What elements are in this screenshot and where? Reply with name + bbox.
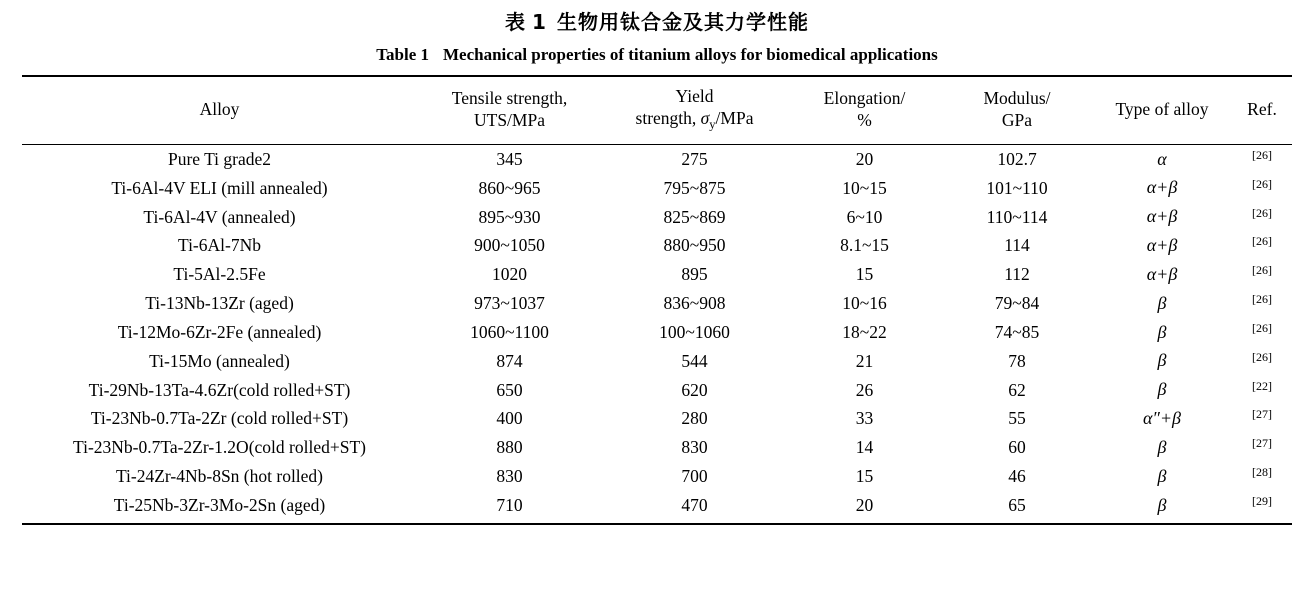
cell-ref — [1232, 318, 1292, 347]
cell-alloy: Ti-6Al-4V ELI (mill annealed) — [111, 177, 328, 198]
cell-modulus: 114 — [1004, 235, 1030, 256]
caption-chinese-title: 生物用钛合金及其力学性能 — [556, 10, 809, 34]
cell-ref — [1232, 491, 1292, 524]
cell-alloy: Ti-15Mo (annealed) — [149, 350, 290, 371]
reference-superscript: [26] — [1252, 292, 1272, 307]
cell-yield-strength: 544 — [681, 350, 708, 371]
table-row — [22, 404, 1292, 433]
table-row — [22, 260, 1292, 289]
caption-english — [22, 45, 1292, 65]
cell-type-of-alloy: β — [1092, 491, 1232, 524]
cell-modulus: 79~84 — [994, 293, 1040, 314]
cell-tensile-strength: 400 — [496, 408, 523, 429]
cell-tensile-strength: 710 — [417, 491, 602, 524]
cell-modulus: 112 — [1004, 264, 1030, 285]
column-header-modulus — [942, 76, 1092, 145]
cell-yield-strength: 100~1060 — [659, 321, 730, 342]
cell-alloy: Ti-23Nb-0.7Ta-2Zr (cold rolled+ST) — [90, 408, 349, 429]
cell-alloy: Ti-24Zr-4Nb-8Sn (hot rolled) — [115, 466, 324, 487]
cell-tensile-strength: 345 — [496, 148, 523, 169]
table-row — [22, 203, 1292, 232]
cell-modulus: 46 — [1008, 466, 1026, 487]
cell-yield-strength: 275 — [681, 148, 708, 169]
table-row — [22, 231, 1292, 260]
cell-type-of-alloy: β — [1157, 292, 1167, 313]
cell-elongation: 18~22 — [842, 321, 887, 342]
cell-elongation: 15 — [855, 264, 874, 285]
cell-elongation: 20 — [855, 148, 874, 169]
table-header — [22, 76, 1292, 145]
cell-tensile-strength: 880 — [496, 437, 523, 458]
cell-elongation: 33 — [855, 408, 874, 429]
reference-superscript: [26] — [1252, 320, 1272, 335]
cell-elongation: 6~10 — [846, 206, 883, 227]
reference-superscript: [26] — [1252, 349, 1272, 364]
cell-elongation: 10~15 — [842, 177, 887, 198]
caption-english-title: Mechanical properties of titanium alloys for biomedical applications — [443, 45, 938, 64]
column-header-tensile-line1: Tensile strength, — [451, 87, 568, 108]
cell-type-of-alloy: α+β — [1146, 206, 1178, 227]
cell-type-of-alloy: β — [1157, 350, 1167, 371]
cell-type-of-alloy: β — [1157, 321, 1167, 342]
table-row — [22, 491, 1292, 524]
cell-elongation: 8.1~15 — [840, 235, 889, 256]
cell-tensile-strength: 900~1050 — [474, 235, 545, 256]
cell-ref — [1232, 174, 1292, 203]
caption-chinese — [22, 6, 1292, 35]
cell-modulus: 65 — [942, 491, 1092, 524]
cell-alloy: Ti-23Nb-0.7Ta-2Zr-1.2O(cold rolled+ST) — [73, 437, 366, 458]
table-row — [22, 376, 1292, 405]
cell-elongation: 15 — [855, 466, 874, 487]
cell-ref — [1232, 376, 1292, 405]
caption-chinese-number: 1 — [532, 10, 547, 34]
cell-alloy: Ti-25Nb-3Zr-3Mo-2Sn (aged) — [22, 491, 417, 524]
cell-elongation: 26 — [855, 379, 874, 400]
caption-chinese-label: 表 — [505, 10, 527, 34]
yield-suffix: /MPa — [715, 107, 754, 128]
cell-alloy: Ti-29Nb-13Ta-4.6Zr(cold rolled+ST) — [88, 379, 351, 400]
cell-type-of-alloy: α — [1157, 148, 1167, 169]
cell-alloy: Ti-13Nb-13Zr (aged) — [145, 293, 294, 314]
cell-modulus: 102.7 — [997, 148, 1037, 169]
reference-superscript: [22] — [1252, 378, 1272, 393]
cell-ref — [1232, 433, 1292, 462]
column-header-elongation-line1: Elongation/ — [823, 87, 906, 108]
cell-modulus: 78 — [1008, 350, 1026, 371]
column-header-tensile-strength — [417, 76, 602, 145]
cell-ref — [1232, 145, 1292, 174]
column-header-ref: Ref. — [1232, 76, 1292, 145]
column-header-alloy: Alloy — [22, 76, 417, 145]
cell-tensile-strength: 895~930 — [478, 206, 541, 227]
cell-yield-strength: 280 — [681, 408, 708, 429]
cell-modulus: 60 — [1008, 437, 1026, 458]
reference-superscript: [26] — [1252, 176, 1272, 191]
yield-prefix: strength, — [635, 107, 701, 128]
cell-ref — [1232, 462, 1292, 491]
table-row — [22, 462, 1292, 491]
cell-yield-strength: 836~908 — [663, 293, 726, 314]
table-row — [22, 145, 1292, 174]
reference-superscript: [26] — [1252, 234, 1272, 249]
cell-modulus: 55 — [1008, 408, 1026, 429]
reference-superscript: [26] — [1252, 205, 1272, 220]
cell-type-of-alloy: α+β — [1146, 235, 1178, 256]
cell-yield-strength: 880~950 — [663, 235, 726, 256]
column-header-type-of-alloy: Type of alloy — [1092, 76, 1232, 145]
column-header-yield-line1: Yield — [675, 86, 714, 106]
column-header-modulus-line1: Modulus/ — [983, 87, 1051, 108]
cell-ref — [1232, 404, 1292, 433]
cell-elongation: 14 — [855, 437, 874, 458]
alloy-properties-table — [22, 75, 1292, 525]
table-body — [22, 145, 1292, 524]
cell-modulus: 62 — [1008, 379, 1026, 400]
cell-type-of-alloy: β — [1157, 465, 1167, 486]
cell-modulus: 74~85 — [994, 321, 1040, 342]
column-header-elongation-line2: % — [857, 109, 872, 130]
cell-yield-strength: 830 — [681, 437, 708, 458]
cell-tensile-strength: 874 — [496, 350, 523, 371]
caption-english-label: Table 1 — [376, 45, 430, 64]
reference-superscript: [26] — [1252, 263, 1272, 278]
cell-alloy: Ti-6Al-7Nb — [178, 235, 261, 256]
cell-type-of-alloy: β — [1157, 379, 1167, 400]
reference-superscript: [27] — [1252, 407, 1272, 422]
table-row — [22, 347, 1292, 376]
column-header-tensile-line2: UTS/MPa — [474, 109, 545, 130]
table-page — [0, 6, 1314, 596]
table-row — [22, 433, 1292, 462]
column-header-elongation — [787, 76, 942, 145]
cell-yield-strength: 795~875 — [663, 177, 726, 198]
cell-modulus: 101~110 — [986, 177, 1048, 198]
cell-ref — [1232, 347, 1292, 376]
cell-elongation: 21 — [855, 350, 874, 371]
cell-alloy: Ti-12Mo-6Zr-2Fe (annealed) — [117, 321, 322, 342]
cell-modulus: 110~114 — [986, 206, 1048, 227]
cell-yield-strength: 620 — [681, 379, 708, 400]
cell-tensile-strength: 650 — [496, 379, 523, 400]
cell-ref — [1232, 289, 1292, 318]
cell-yield-strength: 895 — [681, 264, 708, 285]
cell-yield-strength: 700 — [681, 466, 708, 487]
cell-elongation: 10~16 — [842, 293, 887, 314]
sigma-symbol: σ — [700, 107, 710, 128]
cell-yield-strength: 470 — [602, 491, 787, 524]
cell-alloy: Ti-6Al-4V (annealed) — [143, 206, 296, 227]
column-header-yield-line2 — [604, 108, 785, 133]
column-header-modulus-line2: GPa — [1001, 109, 1033, 130]
cell-tensile-strength: 1060~1100 — [470, 321, 549, 342]
reference-superscript: [28] — [1252, 465, 1272, 480]
cell-yield-strength: 825~869 — [663, 206, 726, 227]
table-row — [22, 289, 1292, 318]
cell-tensile-strength: 973~1037 — [474, 293, 545, 314]
cell-tensile-strength: 860~965 — [478, 177, 541, 198]
cell-alloy: Ti-5Al-2.5Fe — [173, 264, 266, 285]
cell-type-of-alloy: β — [1157, 436, 1167, 457]
table-row — [22, 318, 1292, 347]
cell-tensile-strength: 830 — [496, 466, 523, 487]
cell-ref — [1232, 260, 1292, 289]
cell-type-of-alloy: α+β — [1146, 177, 1178, 198]
cell-alloy: Pure Ti grade2 — [167, 148, 272, 169]
sigma-subscript: y — [709, 117, 716, 132]
cell-elongation: 20 — [787, 491, 942, 524]
reference-superscript: [29] — [1252, 493, 1272, 508]
reference-superscript: [26] — [1252, 148, 1272, 162]
column-header-yield-strength — [602, 76, 787, 145]
cell-ref — [1232, 231, 1292, 260]
reference-superscript: [27] — [1252, 436, 1272, 451]
cell-tensile-strength: 1020 — [492, 264, 527, 285]
cell-type-of-alloy: α+β — [1146, 263, 1178, 284]
cell-ref — [1232, 203, 1292, 232]
cell-type-of-alloy: α″+β — [1142, 408, 1182, 429]
table-row — [22, 174, 1292, 203]
